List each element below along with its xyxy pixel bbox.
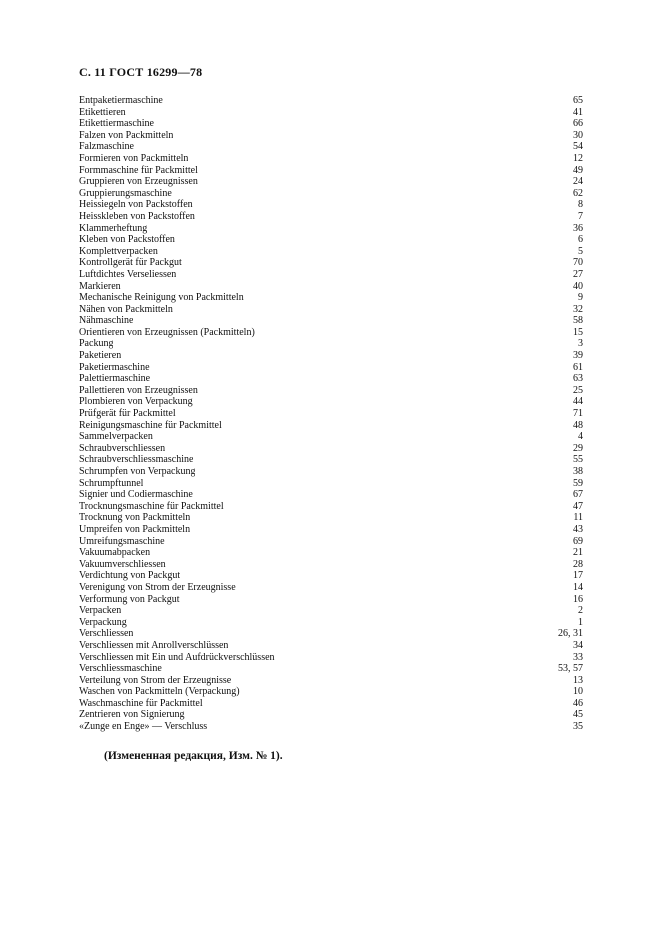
index-entry bbox=[79, 304, 583, 316]
index-number: 35 bbox=[573, 721, 583, 733]
index-term: Verformung von Packgut bbox=[79, 593, 180, 605]
index-entry bbox=[79, 420, 583, 432]
index-term: Verpacken bbox=[79, 605, 122, 617]
index-number: 15 bbox=[573, 326, 583, 338]
index-term: Paketiermaschine bbox=[79, 361, 150, 373]
index-term: Trocknung von Packmitteln bbox=[79, 512, 191, 524]
index-entry bbox=[79, 327, 583, 339]
index-number: 36 bbox=[573, 222, 583, 234]
index-term: Palettiermaschine bbox=[79, 373, 151, 385]
index-term: Verschliessen mit Anrollverschlüssen bbox=[79, 639, 229, 651]
index-number: 44 bbox=[573, 396, 583, 408]
index-entry bbox=[79, 489, 583, 501]
index-number: 39 bbox=[573, 350, 583, 362]
index-entry bbox=[79, 617, 583, 629]
index-entry bbox=[79, 257, 583, 269]
index-number: 59 bbox=[573, 477, 583, 489]
index-number: 11 bbox=[573, 512, 583, 524]
index-number: 41 bbox=[573, 106, 583, 118]
index-term: Komplettverpacken bbox=[79, 245, 158, 257]
index-term: Prüfgerät für Packmittel bbox=[79, 408, 176, 420]
index-entry bbox=[79, 292, 583, 304]
index-entry bbox=[79, 211, 583, 223]
index-term: Zentrieren von Signierung bbox=[79, 709, 185, 721]
index-number: 71 bbox=[573, 408, 583, 420]
index-term: Verdichtung von Packgut bbox=[79, 570, 181, 582]
index-entry bbox=[79, 628, 583, 640]
index-entry bbox=[79, 686, 583, 698]
index-number: 27 bbox=[573, 268, 583, 280]
index-number: 7 bbox=[578, 210, 583, 222]
index-number: 28 bbox=[573, 558, 583, 570]
index-number: 8 bbox=[578, 199, 583, 211]
index-entry bbox=[79, 176, 583, 188]
index-term: Umreifungsmaschine bbox=[79, 535, 165, 547]
index-term: Markieren bbox=[79, 280, 121, 292]
index-entry bbox=[79, 315, 583, 327]
index-term: Orientieren von Erzeugnissen (Packmitteln) bbox=[79, 326, 255, 338]
index-number: 65 bbox=[573, 95, 583, 106]
index-entry bbox=[79, 709, 583, 721]
index-number: 25 bbox=[573, 384, 583, 396]
index-number: 24 bbox=[573, 176, 583, 188]
index-term: Waschen von Packmitteln (Verpackung) bbox=[79, 686, 240, 698]
index-term: Formmaschine für Packmittel bbox=[79, 164, 198, 176]
index-number: 66 bbox=[573, 118, 583, 130]
index-entry bbox=[79, 385, 583, 397]
index-entry bbox=[79, 223, 583, 235]
index-entry bbox=[79, 408, 583, 420]
index-number: 26, 31 bbox=[558, 628, 583, 640]
index-term: Klammerheftung bbox=[79, 222, 148, 234]
index-term: Waschmaschine für Packmittel bbox=[79, 697, 203, 709]
index-number: 14 bbox=[573, 581, 583, 593]
index-term: Formieren von Packmitteln bbox=[79, 152, 189, 164]
index-term: Etikettieren bbox=[79, 106, 126, 118]
index-number: 40 bbox=[573, 280, 583, 292]
index-term: Verschliessen mit Ein und Aufdrückverschlüssen bbox=[79, 651, 275, 663]
index-number: 34 bbox=[573, 639, 583, 651]
index-entry bbox=[79, 396, 583, 408]
index-term: Verpackung bbox=[79, 616, 127, 628]
index-number: 13 bbox=[573, 674, 583, 686]
index-entry bbox=[79, 431, 583, 443]
index-term: Heisskleben von Packstoffen bbox=[79, 210, 195, 222]
index-entry bbox=[79, 605, 583, 617]
index-term: Signier und Codiermaschine bbox=[79, 489, 193, 501]
index-entry bbox=[79, 559, 583, 571]
index-term: Umpreifen von Packmitteln bbox=[79, 523, 191, 535]
index-number: 61 bbox=[573, 361, 583, 373]
index-number: 17 bbox=[573, 570, 583, 582]
index-term: Verschliessmaschine bbox=[79, 663, 162, 675]
index-entry bbox=[79, 594, 583, 606]
term-index-list bbox=[79, 95, 583, 733]
index-number: 54 bbox=[573, 141, 583, 153]
index-term: Verschliessen bbox=[79, 628, 134, 640]
index-term: Heissiegeln von Packstoffen bbox=[79, 199, 193, 211]
index-term: Falzen von Packmitteln bbox=[79, 129, 174, 141]
index-entry bbox=[79, 165, 583, 177]
index-entry bbox=[79, 95, 583, 107]
index-number: 9 bbox=[578, 292, 583, 304]
index-entry bbox=[79, 536, 583, 548]
index-term: Pallettieren von Erzeugnissen bbox=[79, 384, 198, 396]
index-entry bbox=[79, 512, 583, 524]
index-entry bbox=[79, 501, 583, 513]
index-number: 46 bbox=[573, 697, 583, 709]
index-term: Kontrollgerät für Packgut bbox=[79, 257, 182, 269]
amendment-note: (Измененная редакция, Изм. № 1). bbox=[104, 750, 283, 762]
index-term: Reinigungsmaschine für Packmittel bbox=[79, 419, 222, 431]
index-number: 43 bbox=[573, 523, 583, 535]
index-entry bbox=[79, 362, 583, 374]
index-number: 69 bbox=[573, 535, 583, 547]
index-term: Sammelverpacken bbox=[79, 431, 153, 443]
index-term: Schrumpfen von Verpackung bbox=[79, 466, 196, 477]
index-number: 48 bbox=[573, 419, 583, 431]
index-number: 45 bbox=[573, 709, 583, 721]
index-number: 62 bbox=[573, 187, 583, 199]
index-entry bbox=[79, 570, 583, 582]
index-number: 70 bbox=[573, 257, 583, 269]
index-entry bbox=[79, 443, 583, 455]
index-number: 12 bbox=[573, 152, 583, 164]
index-term: Falzmaschine bbox=[79, 141, 134, 153]
index-number: 6 bbox=[578, 234, 583, 246]
index-term: Verenigung von Strom der Erzeugnisse bbox=[79, 581, 236, 593]
index-entry bbox=[79, 663, 583, 675]
index-term: Etikettiermaschine bbox=[79, 118, 154, 130]
index-number: 5 bbox=[578, 245, 583, 257]
index-number: 53, 57 bbox=[558, 663, 583, 675]
index-entry bbox=[79, 454, 583, 466]
index-entry bbox=[79, 234, 583, 246]
index-term: Nähmaschine bbox=[79, 315, 134, 327]
index-term: Schraubverschliessmaschine bbox=[79, 454, 194, 466]
index-entry bbox=[79, 153, 583, 165]
index-entry bbox=[79, 350, 583, 362]
index-term: Kleben von Packstoffen bbox=[79, 234, 175, 246]
index-number: 58 bbox=[573, 315, 583, 327]
index-entry bbox=[79, 107, 583, 119]
index-number: 16 bbox=[573, 593, 583, 605]
index-entry bbox=[79, 338, 583, 350]
index-entry bbox=[79, 547, 583, 559]
index-entry bbox=[79, 524, 583, 536]
index-term: Gruppieren von Erzeugnissen bbox=[79, 176, 198, 188]
index-number: 30 bbox=[573, 129, 583, 141]
index-term: Trocknungsmaschine für Packmittel bbox=[79, 500, 224, 512]
index-entry bbox=[79, 188, 583, 200]
index-term: Packung bbox=[79, 338, 114, 350]
index-term: Mechanische Reinigung von Packmitteln bbox=[79, 292, 244, 304]
index-entry bbox=[79, 675, 583, 687]
index-term: Nähen von Packmitteln bbox=[79, 303, 173, 315]
index-number: 47 bbox=[573, 500, 583, 512]
index-number: 49 bbox=[573, 164, 583, 176]
index-term: Paketieren bbox=[79, 350, 122, 362]
index-entry bbox=[79, 640, 583, 652]
index-term: Vakuumverschliessen bbox=[79, 558, 166, 570]
page-header: С. 11 ГОСТ 16299—78 bbox=[79, 65, 203, 79]
index-number: 67 bbox=[573, 489, 583, 501]
index-entry bbox=[79, 698, 583, 710]
index-term: Vakuumabpacken bbox=[79, 547, 151, 559]
index-term: Gruppierungsmaschine bbox=[79, 187, 172, 199]
index-entry bbox=[79, 466, 583, 478]
index-entry bbox=[79, 269, 583, 281]
index-entry bbox=[79, 478, 583, 490]
index-entry bbox=[79, 582, 583, 594]
index-entry bbox=[79, 130, 583, 142]
index-entry bbox=[79, 199, 583, 211]
index-term: Schraubverschliessen bbox=[79, 442, 166, 454]
index-number: 10 bbox=[573, 686, 583, 698]
index-entry bbox=[79, 281, 583, 293]
index-term: Luftdichtes Verseliessen bbox=[79, 268, 177, 280]
index-number: 33 bbox=[573, 651, 583, 663]
index-number: 29 bbox=[573, 442, 583, 454]
index-term: Schrumpftunnel bbox=[79, 477, 144, 489]
index-entry bbox=[79, 246, 583, 258]
index-number: 4 bbox=[578, 431, 583, 443]
index-term: Entpaketiermaschine bbox=[79, 95, 163, 106]
index-entry bbox=[79, 721, 583, 733]
index-number: 2 bbox=[578, 605, 583, 617]
index-term: Plombieren von Verpackung bbox=[79, 396, 193, 408]
index-number: 3 bbox=[578, 338, 583, 350]
index-number: 63 bbox=[573, 373, 583, 385]
index-number: 55 bbox=[573, 454, 583, 466]
index-number: 38 bbox=[573, 466, 583, 477]
index-number: 1 bbox=[578, 616, 583, 628]
index-number: 21 bbox=[573, 547, 583, 559]
index-term: «Zunge en Enge» — Verschluss bbox=[79, 721, 208, 733]
index-entry bbox=[79, 141, 583, 153]
index-entry bbox=[79, 652, 583, 664]
index-term: Verteilung von Strom der Erzeugnisse bbox=[79, 674, 232, 686]
index-entry bbox=[79, 373, 583, 385]
index-entry bbox=[79, 118, 583, 130]
index-number: 32 bbox=[573, 303, 583, 315]
